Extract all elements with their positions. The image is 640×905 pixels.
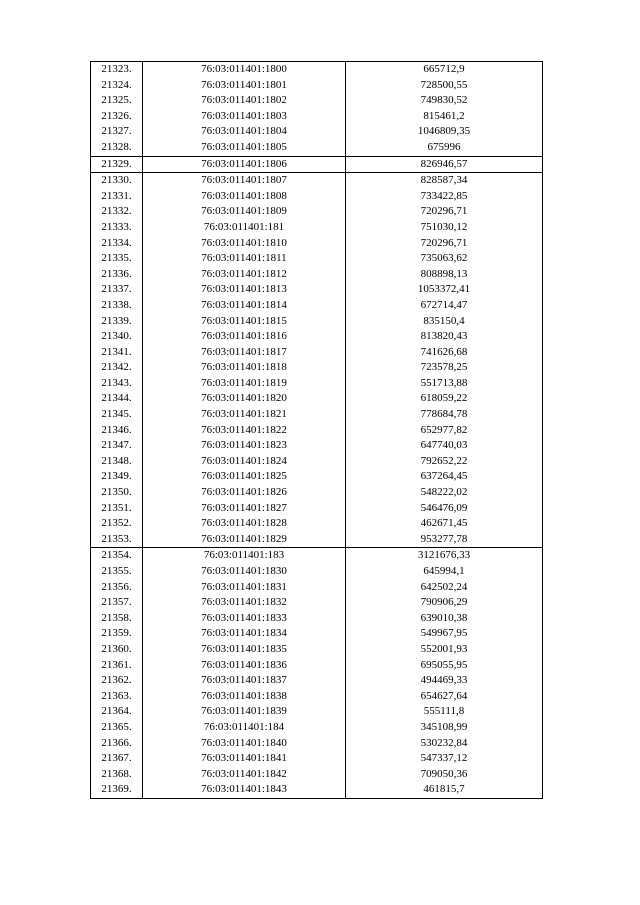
value-cell: 549967,95 bbox=[346, 626, 543, 642]
value-cell: 555111,8 bbox=[346, 704, 543, 720]
cadastral-number-cell: 76:03:011401:1805 bbox=[143, 140, 346, 156]
table-row bbox=[91, 642, 543, 658]
value-cell: 1046809,35 bbox=[346, 124, 543, 140]
value-cell: 828587,34 bbox=[346, 173, 543, 189]
row-number-cell: 21340. bbox=[91, 329, 143, 345]
value-cell: 675996 bbox=[346, 140, 543, 156]
table-row bbox=[91, 751, 543, 767]
row-number-cell: 21352. bbox=[91, 516, 143, 532]
row-number-cell: 21355. bbox=[91, 564, 143, 580]
row-number-cell: 21334. bbox=[91, 236, 143, 252]
table-row bbox=[91, 564, 543, 580]
table-row bbox=[91, 516, 543, 532]
row-number-cell: 21363. bbox=[91, 689, 143, 705]
cadastral-number-cell: 76:03:011401:1816 bbox=[143, 329, 346, 345]
table-row bbox=[91, 469, 543, 485]
table-row bbox=[91, 532, 543, 548]
cadastral-number-cell: 76:03:011401:1840 bbox=[143, 736, 346, 752]
row-number-cell: 21337. bbox=[91, 282, 143, 298]
cadastral-number-cell: 76:03:011401:1829 bbox=[143, 532, 346, 548]
table-row bbox=[91, 580, 543, 596]
cadastral-number-cell: 76:03:011401:183 bbox=[143, 548, 346, 564]
cadastral-number-cell: 76:03:011401:1835 bbox=[143, 642, 346, 658]
value-cell: 3121676,33 bbox=[346, 548, 543, 564]
table-row bbox=[91, 595, 543, 611]
value-cell: 735063,62 bbox=[346, 251, 543, 267]
cadastral-number-cell: 76:03:011401:1800 bbox=[143, 62, 346, 78]
cadastral-number-cell: 76:03:011401:1820 bbox=[143, 391, 346, 407]
row-number-cell: 21328. bbox=[91, 140, 143, 156]
value-cell: 547337,12 bbox=[346, 751, 543, 767]
table-row bbox=[91, 438, 543, 454]
value-cell: 672714,47 bbox=[346, 298, 543, 314]
row-number-cell: 21358. bbox=[91, 611, 143, 627]
table-row bbox=[91, 736, 543, 752]
cadastral-number-cell: 76:03:011401:1827 bbox=[143, 501, 346, 517]
row-number-cell: 21365. bbox=[91, 720, 143, 736]
value-cell: 835150,4 bbox=[346, 314, 543, 330]
value-cell: 647740,03 bbox=[346, 438, 543, 454]
cadastral-number-cell: 76:03:011401:1821 bbox=[143, 407, 346, 423]
cadastral-number-cell: 76:03:011401:1832 bbox=[143, 595, 346, 611]
value-cell: 548222,02 bbox=[346, 485, 543, 501]
table-body bbox=[91, 62, 543, 799]
row-number-cell: 21324. bbox=[91, 78, 143, 94]
table-row bbox=[91, 267, 543, 283]
row-number-cell: 21354. bbox=[91, 548, 143, 564]
row-number-cell: 21333. bbox=[91, 220, 143, 236]
value-cell: 749830,52 bbox=[346, 93, 543, 109]
value-cell: 709050,36 bbox=[346, 767, 543, 783]
table-row bbox=[91, 329, 543, 345]
cadastral-number-cell: 76:03:011401:1833 bbox=[143, 611, 346, 627]
cadastral-number-cell: 76:03:011401:1818 bbox=[143, 360, 346, 376]
value-cell: 778684,78 bbox=[346, 407, 543, 423]
table-row bbox=[91, 689, 543, 705]
row-number-cell: 21366. bbox=[91, 736, 143, 752]
cadastral-number-cell: 76:03:011401:1819 bbox=[143, 376, 346, 392]
row-number-cell: 21351. bbox=[91, 501, 143, 517]
table-row bbox=[91, 548, 543, 564]
value-cell: 642502,24 bbox=[346, 580, 543, 596]
cadastral-number-cell: 76:03:011401:1803 bbox=[143, 109, 346, 125]
table-row bbox=[91, 658, 543, 674]
table-row bbox=[91, 314, 543, 330]
table-row bbox=[91, 782, 543, 798]
cadastral-number-cell: 76:03:011401:184 bbox=[143, 720, 346, 736]
row-number-cell: 21323. bbox=[91, 62, 143, 78]
value-cell: 815461,2 bbox=[346, 109, 543, 125]
table-row bbox=[91, 391, 543, 407]
row-number-cell: 21327. bbox=[91, 124, 143, 140]
cadastral-number-cell: 76:03:011401:1831 bbox=[143, 580, 346, 596]
cadastral-number-cell: 76:03:011401:1815 bbox=[143, 314, 346, 330]
cadastral-number-cell: 76:03:011401:1808 bbox=[143, 189, 346, 205]
row-number-cell: 21350. bbox=[91, 485, 143, 501]
cadastral-number-cell: 76:03:011401:1839 bbox=[143, 704, 346, 720]
value-cell: 953277,78 bbox=[346, 532, 543, 548]
value-cell: 723578,25 bbox=[346, 360, 543, 376]
table-row bbox=[91, 62, 543, 78]
value-cell: 654627,64 bbox=[346, 689, 543, 705]
value-cell: 728500,55 bbox=[346, 78, 543, 94]
row-number-cell: 21331. bbox=[91, 189, 143, 205]
row-number-cell: 21339. bbox=[91, 314, 143, 330]
value-cell: 639010,38 bbox=[346, 611, 543, 627]
value-cell: 720296,71 bbox=[346, 236, 543, 252]
table-row bbox=[91, 454, 543, 470]
table-row bbox=[91, 298, 543, 314]
cadastral-number-cell: 76:03:011401:1804 bbox=[143, 124, 346, 140]
cadastral-number-cell: 76:03:011401:1825 bbox=[143, 469, 346, 485]
table-row bbox=[91, 220, 543, 236]
row-number-cell: 21343. bbox=[91, 376, 143, 392]
table-row bbox=[91, 407, 543, 423]
value-cell: 790906,29 bbox=[346, 595, 543, 611]
cadastral-number-cell: 76:03:011401:1814 bbox=[143, 298, 346, 314]
cadastral-number-cell: 76:03:011401:1830 bbox=[143, 564, 346, 580]
value-cell: 461815,7 bbox=[346, 782, 543, 798]
table-row bbox=[91, 376, 543, 392]
table-row bbox=[91, 360, 543, 376]
row-number-cell: 21349. bbox=[91, 469, 143, 485]
table-row bbox=[91, 767, 543, 783]
row-number-cell: 21335. bbox=[91, 251, 143, 267]
table-row bbox=[91, 236, 543, 252]
value-cell: 741626,68 bbox=[346, 345, 543, 361]
row-number-cell: 21369. bbox=[91, 782, 143, 798]
row-number-cell: 21368. bbox=[91, 767, 143, 783]
table-row bbox=[91, 140, 543, 156]
value-cell: 792652,22 bbox=[346, 454, 543, 470]
row-number-cell: 21345. bbox=[91, 407, 143, 423]
row-number-cell: 21329. bbox=[91, 156, 143, 173]
row-number-cell: 21362. bbox=[91, 673, 143, 689]
cadastral-number-cell: 76:03:011401:1826 bbox=[143, 485, 346, 501]
value-cell: 695055,95 bbox=[346, 658, 543, 674]
table-row bbox=[91, 109, 543, 125]
value-cell: 808898,13 bbox=[346, 267, 543, 283]
row-number-cell: 21341. bbox=[91, 345, 143, 361]
table-row bbox=[91, 673, 543, 689]
value-cell: 618059,22 bbox=[346, 391, 543, 407]
cadastral-number-cell: 76:03:011401:1834 bbox=[143, 626, 346, 642]
cadastral-number-cell: 76:03:011401:1802 bbox=[143, 93, 346, 109]
row-number-cell: 21357. bbox=[91, 595, 143, 611]
cadastral-number-cell: 76:03:011401:1811 bbox=[143, 251, 346, 267]
row-number-cell: 21338. bbox=[91, 298, 143, 314]
row-number-cell: 21346. bbox=[91, 423, 143, 439]
table-row bbox=[91, 189, 543, 205]
table-row bbox=[91, 124, 543, 140]
row-number-cell: 21336. bbox=[91, 267, 143, 283]
table-row bbox=[91, 173, 543, 189]
table-row bbox=[91, 282, 543, 298]
table-row bbox=[91, 345, 543, 361]
table-row bbox=[91, 501, 543, 517]
cadastral-number-cell: 76:03:011401:1824 bbox=[143, 454, 346, 470]
table-row bbox=[91, 626, 543, 642]
cadastral-number-cell: 76:03:011401:1836 bbox=[143, 658, 346, 674]
value-cell: 751030,12 bbox=[346, 220, 543, 236]
row-number-cell: 21325. bbox=[91, 93, 143, 109]
value-cell: 462671,45 bbox=[346, 516, 543, 532]
cadastral-number-cell: 76:03:011401:1812 bbox=[143, 267, 346, 283]
table-row bbox=[91, 78, 543, 94]
value-cell: 345108,99 bbox=[346, 720, 543, 736]
value-cell: 645994,1 bbox=[346, 564, 543, 580]
table-row bbox=[91, 251, 543, 267]
row-number-cell: 21348. bbox=[91, 454, 143, 470]
table-row bbox=[91, 611, 543, 627]
cadastral-number-cell: 76:03:011401:181 bbox=[143, 220, 346, 236]
row-number-cell: 21353. bbox=[91, 532, 143, 548]
value-cell: 551713,88 bbox=[346, 376, 543, 392]
row-number-cell: 21342. bbox=[91, 360, 143, 376]
value-cell: 813820,43 bbox=[346, 329, 543, 345]
table-row bbox=[91, 93, 543, 109]
table-row bbox=[91, 485, 543, 501]
table-row bbox=[91, 720, 543, 736]
row-number-cell: 21330. bbox=[91, 173, 143, 189]
value-cell: 1053372,41 bbox=[346, 282, 543, 298]
value-cell: 652977,82 bbox=[346, 423, 543, 439]
table-row bbox=[91, 156, 543, 173]
value-cell: 826946,57 bbox=[346, 156, 543, 173]
row-number-cell: 21367. bbox=[91, 751, 143, 767]
cadastral-number-cell: 76:03:011401:1823 bbox=[143, 438, 346, 454]
data-table bbox=[90, 61, 543, 799]
cadastral-number-cell: 76:03:011401:1807 bbox=[143, 173, 346, 189]
row-number-cell: 21360. bbox=[91, 642, 143, 658]
value-cell: 665712,9 bbox=[346, 62, 543, 78]
cadastral-number-cell: 76:03:011401:1841 bbox=[143, 751, 346, 767]
value-cell: 552001,93 bbox=[346, 642, 543, 658]
table-row bbox=[91, 704, 543, 720]
value-cell: 720296,71 bbox=[346, 204, 543, 220]
cadastral-number-cell: 76:03:011401:1838 bbox=[143, 689, 346, 705]
value-cell: 494469,33 bbox=[346, 673, 543, 689]
row-number-cell: 21326. bbox=[91, 109, 143, 125]
cadastral-number-cell: 76:03:011401:1843 bbox=[143, 782, 346, 798]
cadastral-number-cell: 76:03:011401:1828 bbox=[143, 516, 346, 532]
cadastral-number-cell: 76:03:011401:1842 bbox=[143, 767, 346, 783]
document-page bbox=[90, 61, 542, 799]
table-row bbox=[91, 423, 543, 439]
cadastral-number-cell: 76:03:011401:1810 bbox=[143, 236, 346, 252]
cadastral-number-cell: 76:03:011401:1837 bbox=[143, 673, 346, 689]
cadastral-number-cell: 76:03:011401:1806 bbox=[143, 156, 346, 173]
cadastral-number-cell: 76:03:011401:1809 bbox=[143, 204, 346, 220]
value-cell: 530232,84 bbox=[346, 736, 543, 752]
cadastral-number-cell: 76:03:011401:1801 bbox=[143, 78, 346, 94]
row-number-cell: 21344. bbox=[91, 391, 143, 407]
row-number-cell: 21356. bbox=[91, 580, 143, 596]
value-cell: 733422,85 bbox=[346, 189, 543, 205]
cadastral-number-cell: 76:03:011401:1817 bbox=[143, 345, 346, 361]
value-cell: 637264,45 bbox=[346, 469, 543, 485]
row-number-cell: 21332. bbox=[91, 204, 143, 220]
cadastral-number-cell: 76:03:011401:1813 bbox=[143, 282, 346, 298]
row-number-cell: 21361. bbox=[91, 658, 143, 674]
cadastral-number-cell: 76:03:011401:1822 bbox=[143, 423, 346, 439]
value-cell: 546476,09 bbox=[346, 501, 543, 517]
table-row bbox=[91, 204, 543, 220]
row-number-cell: 21347. bbox=[91, 438, 143, 454]
row-number-cell: 21364. bbox=[91, 704, 143, 720]
row-number-cell: 21359. bbox=[91, 626, 143, 642]
